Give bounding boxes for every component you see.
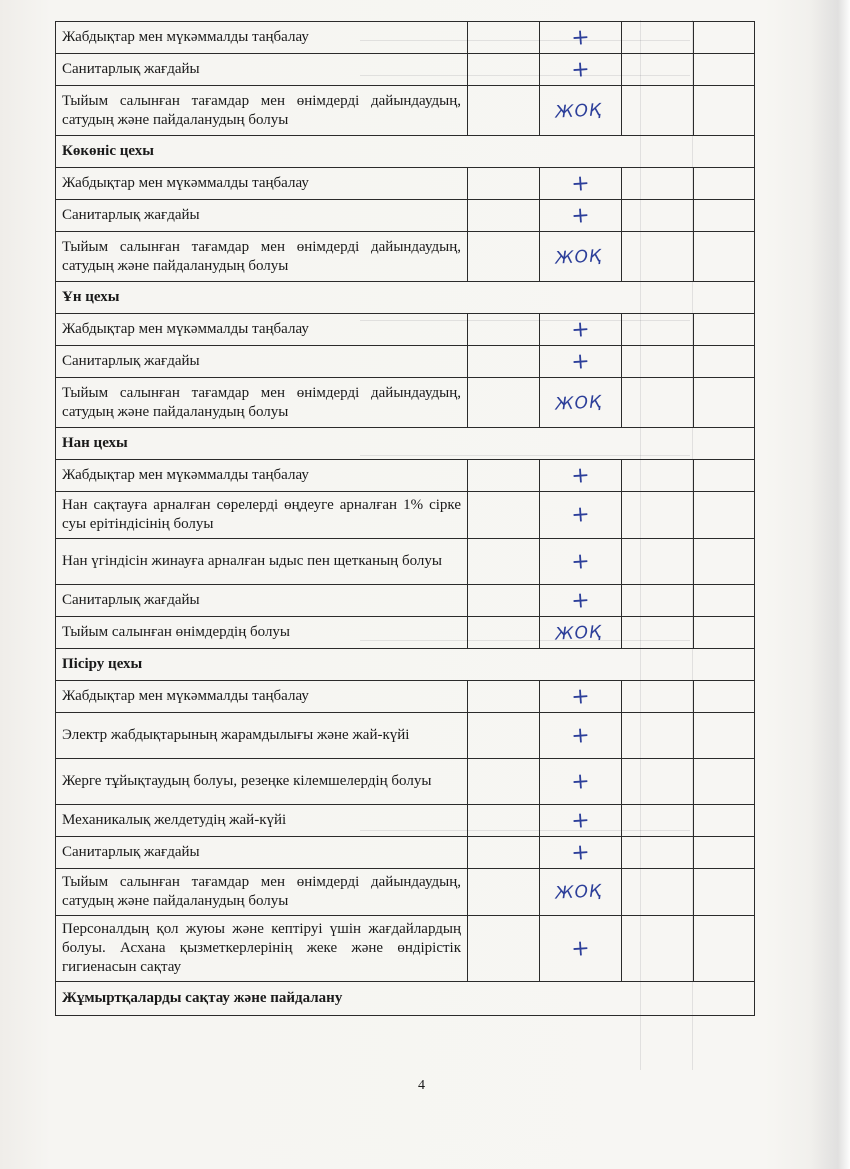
table-row — [56, 805, 755, 837]
table-row — [56, 232, 755, 282]
empty-cell — [694, 585, 755, 617]
table-row — [56, 837, 755, 869]
empty-cell — [694, 617, 755, 649]
criterion-text: Жабдықтар мен мүкәммалды таңбалау — [56, 168, 468, 200]
criterion-text: Жерге тұйықтаудың болуы, резеңке кілемшелердің болуы — [56, 759, 468, 805]
section-row — [56, 282, 755, 314]
criterion-text: Электр жабдықтарының жарамдылығы және жай-күйі — [56, 713, 468, 759]
empty-cell — [622, 916, 694, 982]
empty-cell — [622, 539, 694, 585]
criterion-text: Нан үгіндісін жинауға арналған ыдыс пен щетканың болуы — [56, 539, 468, 585]
handwritten-plus-mark: + — [569, 56, 592, 83]
section-heading: Нан цехы — [56, 428, 755, 460]
inspection-table-body — [56, 22, 755, 1016]
section-heading: Жұмыртқаларды сақтау және пайдалану — [56, 982, 755, 1016]
section-heading: Көкөніс цехы — [56, 136, 755, 168]
empty-cell — [694, 54, 755, 86]
empty-cell — [694, 168, 755, 200]
handwritten-plus-mark: + — [569, 170, 592, 197]
empty-cell — [468, 22, 540, 54]
empty-cell — [622, 837, 694, 869]
empty-cell — [694, 869, 755, 916]
handwritten-plus-mark: + — [569, 683, 592, 710]
empty-cell — [694, 539, 755, 585]
table-row — [56, 492, 755, 539]
handwritten-no-mark: ЖОҚ — [554, 881, 603, 904]
criterion-text: Нан сақтауға арналған сөрелерді өңдеуге арналған 1% сірке суы ерітіндісінің болуы — [56, 492, 468, 539]
empty-cell — [468, 916, 540, 982]
criterion-text: Жабдықтар мен мүкәммалды таңбалау — [56, 681, 468, 713]
empty-cell — [468, 805, 540, 837]
table-row — [56, 759, 755, 805]
empty-cell — [694, 805, 755, 837]
result-cell — [540, 314, 622, 346]
handwritten-no-mark: ЖОҚ — [554, 99, 603, 123]
table-row — [56, 314, 755, 346]
empty-cell — [468, 713, 540, 759]
empty-cell — [622, 759, 694, 805]
empty-cell — [622, 314, 694, 346]
handwritten-plus-mark: + — [569, 807, 592, 834]
table-row — [56, 86, 755, 136]
criterion-text: Тыйым салынған өнімдердің болуы — [56, 617, 468, 649]
handwritten-plus-mark: + — [569, 24, 592, 51]
handwritten-plus-mark: + — [569, 501, 592, 529]
criterion-text: Механикалық желдетудің жай-күйі — [56, 805, 468, 837]
empty-cell — [622, 617, 694, 649]
empty-cell — [694, 916, 755, 982]
empty-cell — [468, 492, 540, 539]
table-row — [56, 916, 755, 982]
section-row — [56, 428, 755, 460]
criterion-text: Тыйым салынған тағамдар мен өнімдерді дайындаудың, сатудың және пайдаланудың болуы — [56, 232, 468, 282]
result-cell — [540, 346, 622, 378]
criterion-text: Жабдықтар мен мүкәммалды таңбалау — [56, 460, 468, 492]
handwritten-plus-mark: + — [569, 202, 592, 229]
page-edge-shadow — [810, 0, 850, 1169]
result-cell — [540, 837, 622, 869]
result-cell — [540, 54, 622, 86]
handwritten-plus-mark: + — [569, 548, 592, 575]
result-cell — [540, 713, 622, 759]
section-heading: Пісіру цехы — [56, 649, 755, 681]
criterion-text: Санитарлық жағдайы — [56, 585, 468, 617]
empty-cell — [622, 86, 694, 136]
empty-cell — [694, 378, 755, 428]
table-row — [56, 200, 755, 232]
empty-cell — [694, 837, 755, 869]
empty-cell — [622, 805, 694, 837]
empty-cell — [694, 460, 755, 492]
empty-cell — [468, 200, 540, 232]
empty-cell — [622, 232, 694, 282]
table-row — [56, 460, 755, 492]
result-cell — [540, 681, 622, 713]
empty-cell — [468, 346, 540, 378]
handwritten-plus-mark: + — [569, 316, 592, 343]
section-row — [56, 649, 755, 681]
empty-cell — [468, 314, 540, 346]
result-cell — [540, 200, 622, 232]
criterion-text: Санитарлық жағдайы — [56, 837, 468, 869]
criterion-text: Персоналдың қол жуюы және кептіруі үшін жағдайлардың болуы. Асхана қызметкерлерінің жеке және өндірістік гигиенасын сақтау — [56, 916, 468, 982]
empty-cell — [468, 232, 540, 282]
criterion-text: Санитарлық жағдайы — [56, 346, 468, 378]
empty-cell — [694, 713, 755, 759]
handwritten-plus-mark: + — [569, 348, 592, 375]
result-cell — [540, 232, 622, 282]
empty-cell — [694, 314, 755, 346]
empty-cell — [622, 346, 694, 378]
page-number: 4 — [418, 1078, 425, 1093]
empty-cell — [622, 460, 694, 492]
empty-cell — [622, 681, 694, 713]
empty-cell — [694, 22, 755, 54]
table-row — [56, 168, 755, 200]
empty-cell — [468, 617, 540, 649]
empty-cell — [468, 869, 540, 916]
empty-cell — [622, 200, 694, 232]
criterion-text: Тыйым салынған тағамдар мен өнімдерді дайындаудың, сатудың және пайдаланудың болуы — [56, 86, 468, 136]
criterion-text: Жабдықтар мен мүкәммалды таңбалау — [56, 314, 468, 346]
table-row — [56, 54, 755, 86]
handwritten-plus-mark: + — [569, 587, 592, 614]
empty-cell — [622, 585, 694, 617]
empty-cell — [694, 232, 755, 282]
handwritten-plus-mark: + — [569, 935, 592, 962]
table-row — [56, 22, 755, 54]
empty-cell — [468, 86, 540, 136]
inspection-table — [55, 21, 755, 1016]
empty-cell — [694, 759, 755, 805]
result-cell — [540, 759, 622, 805]
section-row — [56, 136, 755, 168]
empty-cell — [622, 54, 694, 86]
handwritten-no-mark: ЖОҚ — [554, 245, 603, 269]
empty-cell — [622, 168, 694, 200]
empty-cell — [468, 585, 540, 617]
empty-cell — [468, 539, 540, 585]
table-row — [56, 869, 755, 916]
table-row — [56, 681, 755, 713]
result-cell — [540, 378, 622, 428]
empty-cell — [468, 759, 540, 805]
empty-cell — [694, 346, 755, 378]
empty-cell — [694, 681, 755, 713]
result-cell — [540, 539, 622, 585]
criterion-text: Санитарлық жағдайы — [56, 200, 468, 232]
empty-cell — [694, 492, 755, 539]
criterion-text: Санитарлық жағдайы — [56, 54, 468, 86]
result-cell — [540, 805, 622, 837]
table-row — [56, 617, 755, 649]
handwritten-plus-mark: + — [569, 768, 592, 795]
empty-cell — [622, 492, 694, 539]
criterion-text: Тыйым салынған тағамдар мен өнімдерді дайындаудың, сатудың және пайдаланудың болуы — [56, 378, 468, 428]
table-row — [56, 346, 755, 378]
handwritten-no-mark: ЖОҚ — [554, 391, 603, 415]
handwritten-plus-mark: + — [569, 722, 592, 749]
result-cell — [540, 168, 622, 200]
criterion-text: Жабдықтар мен мүкәммалды таңбалау — [56, 22, 468, 54]
empty-cell — [694, 200, 755, 232]
result-cell — [540, 86, 622, 136]
section-heading: Ұн цехы — [56, 282, 755, 314]
empty-cell — [622, 378, 694, 428]
table-row — [56, 378, 755, 428]
table-row — [56, 585, 755, 617]
criterion-text: Тыйым салынған тағамдар мен өнімдерді дайындаудың, сатудың және пайдаланудың болуы — [56, 869, 468, 916]
result-cell — [540, 617, 622, 649]
empty-cell — [468, 460, 540, 492]
empty-cell — [468, 378, 540, 428]
empty-cell — [468, 837, 540, 869]
empty-cell — [694, 86, 755, 136]
section-row — [56, 982, 755, 1016]
empty-cell — [468, 681, 540, 713]
result-cell — [540, 22, 622, 54]
result-cell — [540, 869, 622, 916]
result-cell — [540, 916, 622, 982]
handwritten-plus-mark: + — [569, 839, 592, 866]
table-row — [56, 539, 755, 585]
table-row — [56, 713, 755, 759]
empty-cell — [622, 22, 694, 54]
result-cell — [540, 460, 622, 492]
empty-cell — [468, 54, 540, 86]
empty-cell — [622, 713, 694, 759]
result-cell — [540, 585, 622, 617]
handwritten-plus-mark: + — [569, 462, 592, 489]
empty-cell — [468, 168, 540, 200]
result-cell — [540, 492, 622, 539]
handwritten-no-mark: ЖОҚ — [554, 621, 603, 645]
empty-cell — [622, 869, 694, 916]
